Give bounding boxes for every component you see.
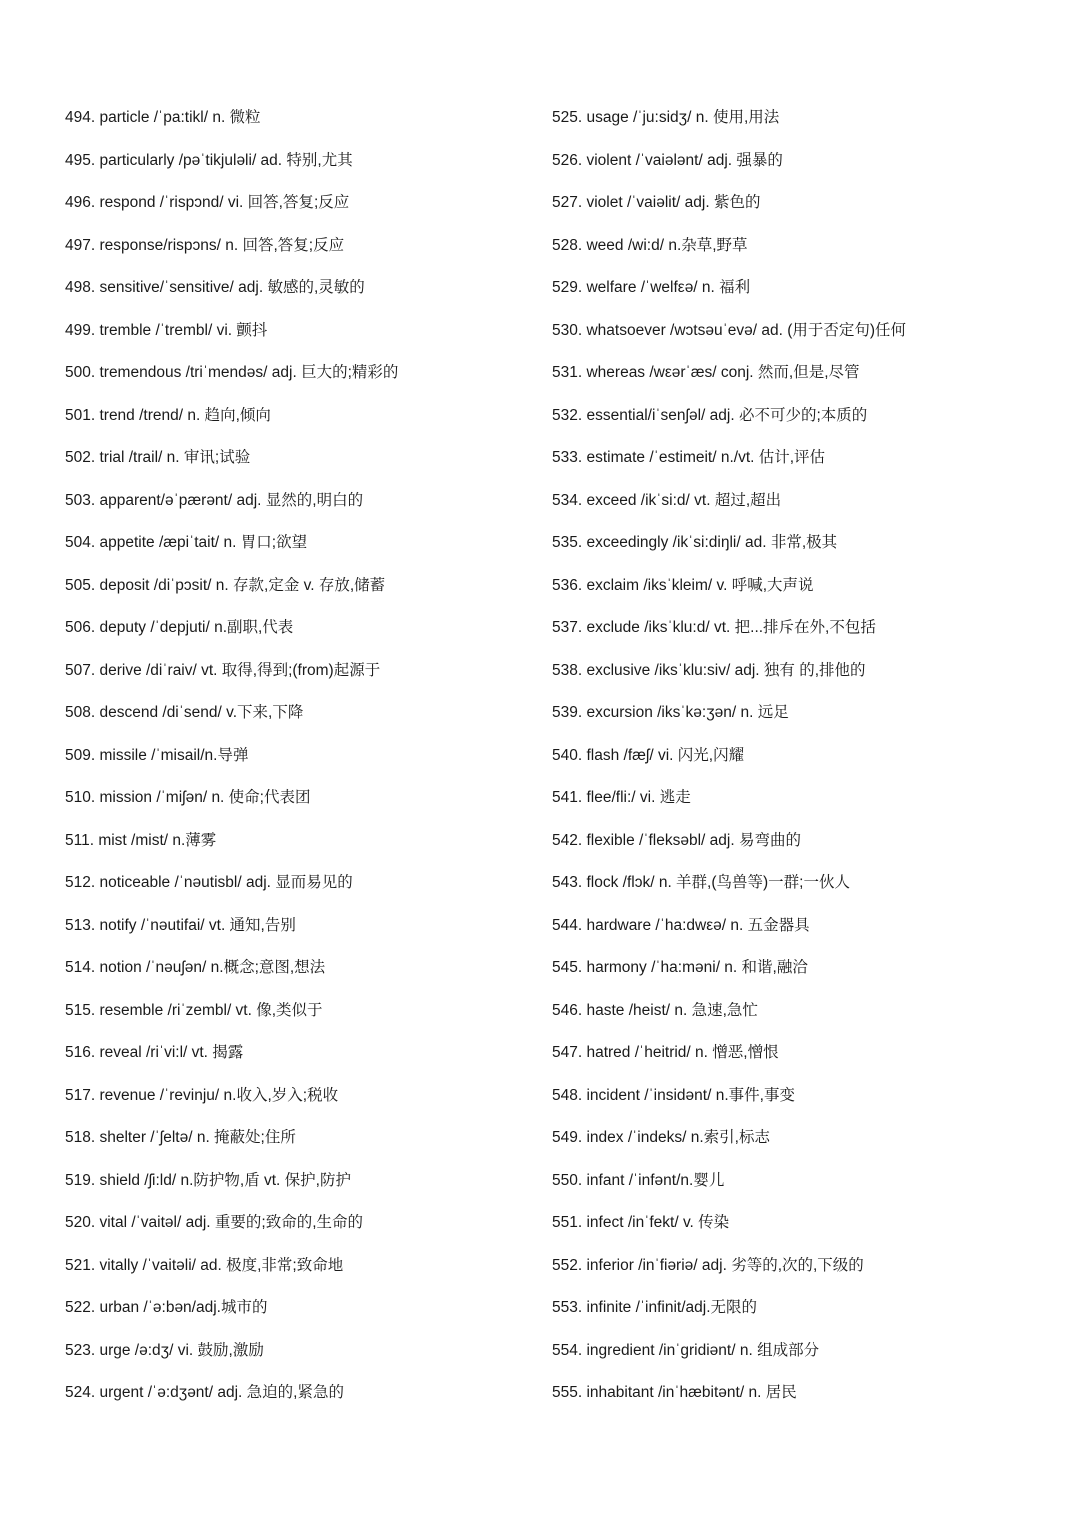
vocabulary-entry: 526. violent /ˈvaiələnt/ adj. 强暴的 (552, 151, 783, 169)
vocabulary-entry: 497. response/rispɔns/ n. 回答,答复;反应 (65, 236, 345, 254)
vocabulary-entry: 507. derive /diˈraiv/ vt. 取得,得到;(from)起源于 (65, 661, 381, 679)
vocabulary-entry: 527. violet /ˈvaiəlit/ adj. 紫色的 (552, 194, 761, 211)
vocabulary-entry: 550. infant /ˈinfənt/n.婴儿 (552, 1171, 725, 1189)
vocabulary-entry: 523. urge /ə:dʒ/ vi. 鼓励,激励 (65, 1341, 264, 1359)
vocabulary-entry: 500. tremendous /triˈmendəs/ adj. 巨大的;精彩的 (65, 364, 399, 381)
vocabulary-entry: 539. excursion /iksˈkə:ʒən/ n. 远足 (552, 704, 789, 721)
vocabulary-entry: 551. infect /inˈfekt/ v. 传染 (552, 1214, 730, 1231)
vocabulary-entry: 529. welfare /ˈwelfεə/ n. 福利 (552, 279, 751, 296)
vocabulary-entry: 504. appetite /æpiˈtait/ n. 胃口;欲望 (65, 534, 308, 551)
vocabulary-entry: 511. mist /mist/ n.薄雾 (65, 831, 217, 849)
vocabulary-entry: 538. exclusive /iksˈklu:siv/ adj. 独有 的,排他的 (552, 661, 866, 679)
vocabulary-entry: 524. urgent /ˈə:dʒənt/ adj. 急迫的,紧急的 (65, 1384, 344, 1401)
vocabulary-entry: 499. tremble /ˈtrembl/ vi. 颤抖 (65, 321, 268, 339)
vocabulary-column-right (552, 106, 1052, 1424)
vocabulary-entry: 505. deposit /diˈpɔsit/ n. 存款,定金 v. 存放,储蓄 (65, 576, 386, 594)
vocabulary-entry: 554. ingredient /inˈgridiənt/ n. 组成部分 (552, 1341, 820, 1359)
vocabulary-entry: 514. notion /ˈnəuʃən/ n.概念;意图,想法 (65, 959, 326, 976)
vocabulary-entry: 530. whatsoever /wɔtsəuˈevə/ ad. (用于否定句)任何 (552, 321, 907, 339)
vocabulary-entry: 543. flock /flɔk/ n. 羊群,(鸟兽等)一群;一伙人 (552, 874, 850, 891)
vocabulary-entry: 531. whereas /wεərˈæs/ conj. 然而,但是,尽管 (552, 364, 860, 381)
vocabulary-entry: 498. sensitive/ˈsensitive/ adj. 敏感的,灵敏的 (65, 279, 365, 296)
vocabulary-entry: 540. flash /fæʃ/ vi. 闪光,闪耀 (552, 746, 745, 764)
vocabulary-entry: 501. trend /trend/ n. 趋向,倾向 (65, 406, 271, 424)
vocabulary-entry: 541. flee/fli:/ vi. 逃走 (552, 789, 691, 806)
vocabulary-entry: 518. shelter /ˈʃeltə/ n. 掩蔽处;住所 (65, 1129, 296, 1146)
vocabulary-entry: 495. particularly /pəˈtikjuləli/ ad. 特别,尤其 (65, 151, 353, 169)
vocabulary-entry: 522. urban /ˈə:bən/adj.城市的 (65, 1299, 268, 1316)
vocabulary-entry: 508. descend /diˈsend/ v.下来,下降 (65, 704, 304, 721)
vocabulary-entry: 532. essential/iˈsenʃəl/ adj. 必不可少的;本质的 (552, 406, 868, 424)
vocabulary-entry: 494. particle /ˈpa:tikl/ n. 微粒 (65, 109, 261, 126)
vocabulary-entry: 533. estimate /ˈestimeit/ n./vt. 估计,评估 (552, 449, 826, 466)
vocabulary-entry: 546. haste /heist/ n. 急速,急忙 (552, 1001, 758, 1019)
vocabulary-entry: 519. shield /ʃi:ld/ n.防护物,盾 vt. 保护,防护 (65, 1171, 351, 1189)
vocabulary-entry: 496. respond /ˈrispɔnd/ vi. 回答,答复;反应 (65, 194, 350, 211)
vocabulary-entry: 537. exclude /iksˈklu:d/ vt. 把...排斥在外,不包括 (552, 619, 876, 636)
vocabulary-entry: 553. infinite /ˈinfinit/adj.无限的 (552, 1299, 758, 1316)
vocabulary-entry: 512. noticeable /ˈnəutisbl/ adj. 显而易见的 (65, 874, 353, 891)
vocabulary-entry: 520. vital /ˈvaitəl/ adj. 重要的;致命的,生命的 (65, 1214, 364, 1231)
vocabulary-entry: 547. hatred /ˈheitrid/ n. 憎恶,憎恨 (552, 1044, 779, 1061)
vocabulary-entry: 549. index /ˈindeks/ n.索引,标志 (552, 1129, 770, 1146)
vocabulary-entry: 521. vitally /ˈvaitəli/ ad. 极度,非常;致命地 (65, 1256, 344, 1274)
vocabulary-entry: 525. usage /ˈju:sidʒ/ n. 使用,用法 (552, 109, 780, 126)
vocabulary-column-left (65, 106, 535, 1424)
vocabulary-entry: 516. reveal /riˈvi:l/ vt. 揭露 (65, 1044, 244, 1061)
vocabulary-entry: 552. inferior /inˈfiəriə/ adj. 劣等的,次的,下级的 (552, 1256, 864, 1274)
vocabulary-entry: 503. apparent/əˈpærənt/ adj. 显然的,明白的 (65, 491, 364, 509)
vocabulary-entry: 509. missile /ˈmisail/n.导弹 (65, 746, 249, 764)
vocabulary-entry: 515. resemble /riˈzembl/ vt. 像,类似于 (65, 1001, 323, 1019)
vocabulary-entry: 517. revenue /ˈrevinju/ n.收入,岁入;税收 (65, 1086, 339, 1104)
vocabulary-entry: 534. exceed /ikˈsi:d/ vt. 超过,超出 (552, 491, 782, 509)
vocabulary-entry: 502. trial /trail/ n. 审讯;试验 (65, 449, 251, 466)
vocabulary-entry: 513. notify /ˈnəutifai/ vt. 通知,告别 (65, 916, 296, 934)
vocabulary-entry: 548. incident /ˈinsidənt/ n.事件,事变 (552, 1086, 795, 1104)
vocabulary-entry: 544. hardware /ˈha:dwεə/ n. 五金器具 (552, 916, 810, 934)
vocabulary-entry: 542. flexible /ˈfleksəbl/ adj. 易弯曲的 (552, 831, 801, 849)
vocabulary-entry: 510. mission /ˈmiʃən/ n. 使命;代表团 (65, 789, 311, 806)
vocabulary-entry: 535. exceedingly /ikˈsi:diŋli/ ad. 非常,极其 (552, 534, 838, 551)
vocabulary-entry: 528. weed /wi:d/ n.杂草,野草 (552, 236, 748, 254)
vocabulary-entry: 506. deputy /ˈdepjuti/ n.副职,代表 (65, 619, 294, 636)
vocabulary-entry: 545. harmony /ˈha:məni/ n. 和谐,融洽 (552, 959, 808, 976)
vocabulary-entry: 555. inhabitant /inˈhæbitənt/ n. 居民 (552, 1384, 797, 1401)
vocabulary-entry: 536. exclaim /iksˈkleim/ v. 呼喊,大声说 (552, 576, 814, 594)
